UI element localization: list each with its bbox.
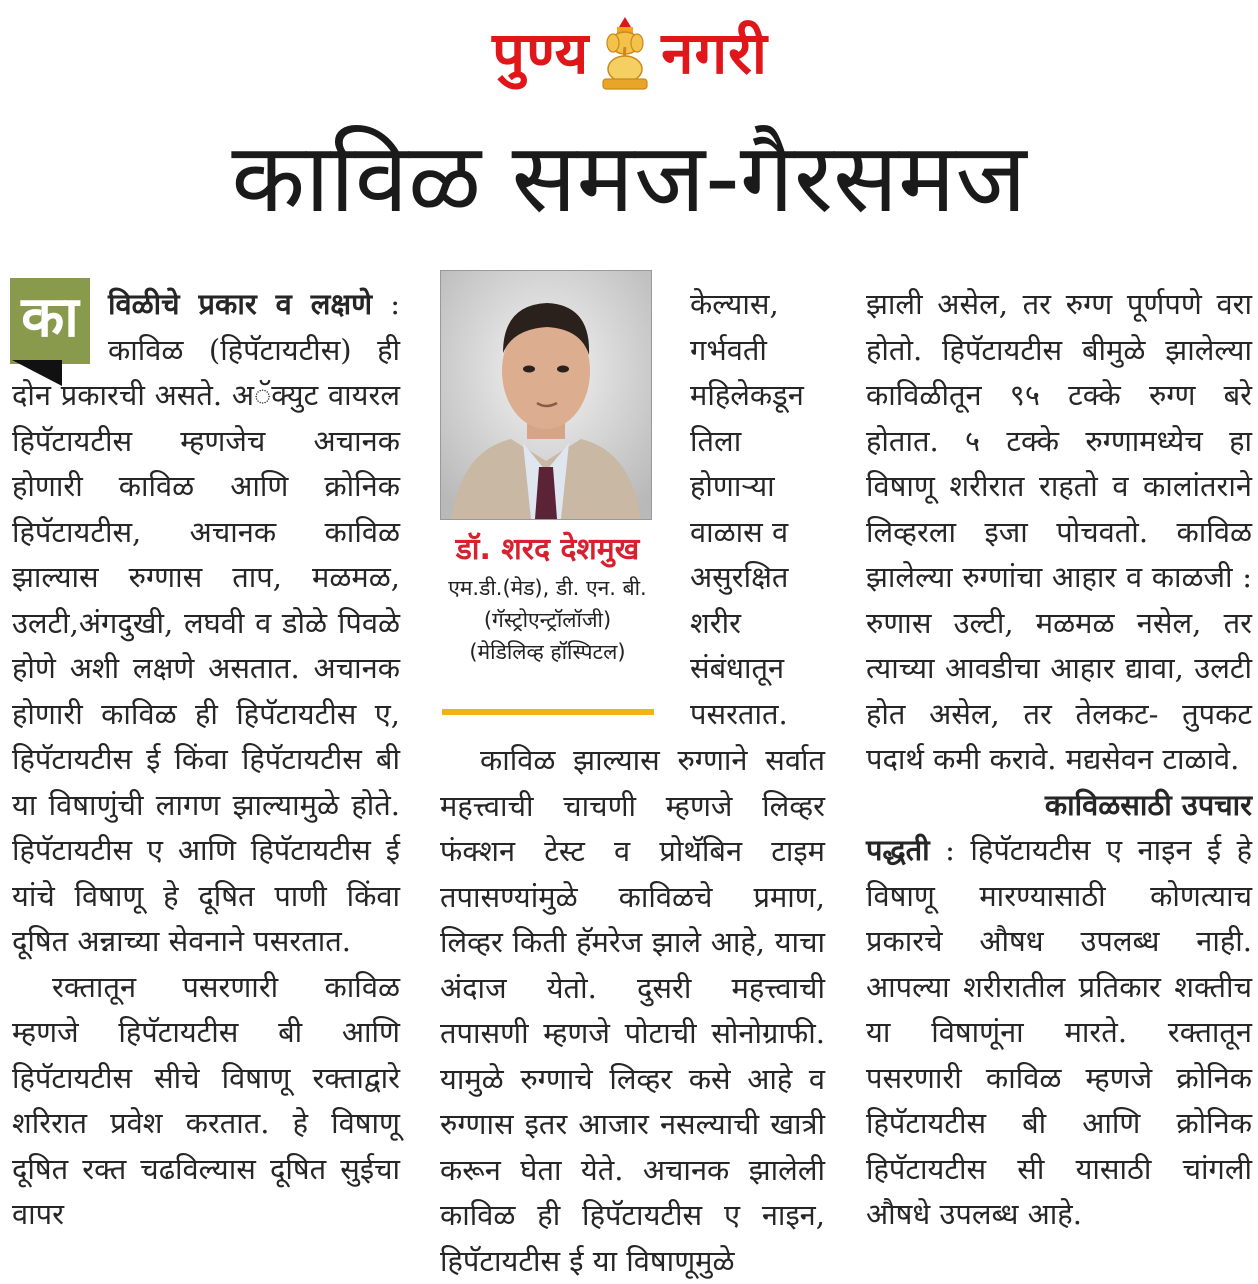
author-hospital: (मेडिलिव्ह हॉस्पिटल) bbox=[469, 640, 626, 664]
column2-narrow-text: केल्यास, गर्भवती महिलेकडून तिला होणाऱ्या वाळास व असुरक्षित शरीर संबंधातून पसरतात. bbox=[690, 287, 804, 731]
column2-paragraph-1: काविळ झाल्यास रुग्णाने सर्वात महत्त्वाची चाचणी म्हणजे लिव्हर फंक्शन टेस्ट व प्रोथॅबिन टाइम तपासण्यांमुळे काविळचे प्रमाण, लिव्हर किती हॅमरेज झाले आहे, याचा अंदाज येतो. दुसरी महत्त्वाची तपासणी म्हणजे पोटाची सोनोग्राफी. यामुळे रुग्णाचे लिव्हर कसे आहे व रुग्णास इतर आजार नसल्याची खात्री करून घेता येते. अचानक झालेली काविळ ही हिपॅटायटीस ए नाइन, हिपॅटायटीस ई या विषाणूमुळे bbox=[440, 743, 825, 1278]
masthead-logo bbox=[440, 8, 820, 98]
article-column-3 bbox=[866, 282, 1252, 1238]
masthead-left-word: पुण्य bbox=[492, 19, 590, 87]
article-column-2-narrow bbox=[690, 282, 825, 737]
article-column-1 bbox=[12, 282, 400, 1238]
column3-paragraph-2 bbox=[866, 828, 1252, 1238]
column1-paragraph-1 bbox=[12, 282, 400, 965]
author-specialty: (गॅस्ट्रोएन्ट्रॉलॉजी) bbox=[483, 608, 612, 632]
column1-paragraph-2: रक्तातून पसरणारी काविळ म्हणजे हिपॅटायटीस बी आणि हिपॅटायटीस सीचे विषाणू रक्ताद्वारे शरिरात प्रवेश करतात. हे विषाणू दूषित रक्त चढविल्यास दूषित सुईचा वापर bbox=[12, 969, 400, 1231]
article-headline: काविळ समज-गैरसमज bbox=[231, 122, 1027, 234]
section-subhead-treatment-cont: पद्धती bbox=[866, 833, 930, 867]
author-caption bbox=[420, 528, 675, 668]
ganesha-emblem-icon bbox=[595, 13, 655, 93]
author-degrees: एम.डी.(मेड), डी. एन. बी. bbox=[448, 576, 647, 600]
drop-cap-tail bbox=[12, 360, 62, 386]
section-subhead-types: विळीचे प्रकार व लक्षणे bbox=[108, 287, 373, 321]
drop-cap: का bbox=[10, 278, 90, 364]
author-portrait-icon bbox=[441, 271, 651, 519]
article-column-2 bbox=[440, 738, 825, 1284]
column3-paragraph-1: झाली असेल, तर रुग्ण पूर्णपणे वरा होतो. हिपॅटायटीस बीमुळे झालेल्या काविळीतून ९५ टक्के रुग्ण बरे होतात. ५ टक्के रुग्णामध्येच हा विषाणू शरीरात राहतो व कालांतराने लिव्हरला इजा पोचवतो. काविळ झालेल्या रुग्णांचा आहार व काळजी : रुणास उल्टी, मळमळ नसेल, तर त्याच्या आवडीचा आहार द्यावा, उलटी होत असेल, तर तेलकट- तुपकट पदार्थ कमी करावे. मद्यसेवन टाळावे. bbox=[866, 287, 1252, 776]
author-name: डॉ. शरद देशमुख bbox=[455, 532, 640, 567]
section-subhead-treatment: काविळसाठी उपचार bbox=[1044, 787, 1252, 822]
masthead-right-word: नगरी bbox=[661, 19, 768, 87]
column3-text-2: : हिपॅटायटीस ए नाइन ई हे विषाणू मारण्यासाठी कोणत्याच प्रकारचे औषध उपलब्ध नाही. आपल्या शरीरातील प्रतिकार शक्तीच या विषाणूंना मारते. रक्तातून पसरणारी काविळ म्हणजे क्रोनिक हिपॅटायटीस बी आणि क्रोनिक हिपॅटायटीस सी यासाठी चांगली औषधे उपलब्ध आहे. bbox=[866, 833, 1252, 1231]
column1-text-1: : काविळ (हिपॅटायटीस) ही दोन प्रकारची असते. अॅक्युट वायरल हिपॅटायटीस म्हणजेच अचानक होणारी काविळ आणि क्रोनिक हिपॅटायटीस, अचानक काविळ झाल्यास रुग्णास ताप, मळमळ, उलटी,अंगदुखी, लघवी व डोळे पिवळे होणे अशी लक्षणे असतात. अचानक होणारी काविळ ही हिपॅटायटीस ए, हिपॅटायटीस ई किंवा हिपॅटायटीस बी या विषाणुंची लागण झाल्यामुळे होते. हिपॅटायटीस ए आणि हिपॅटायटीस ई यांचे विषाणू हे दूषित पाणी किंवा दूषित अन्नाच्या सेवनाने पसरतात. bbox=[12, 287, 400, 958]
author-divider bbox=[442, 709, 654, 715]
author-photo bbox=[440, 270, 652, 520]
